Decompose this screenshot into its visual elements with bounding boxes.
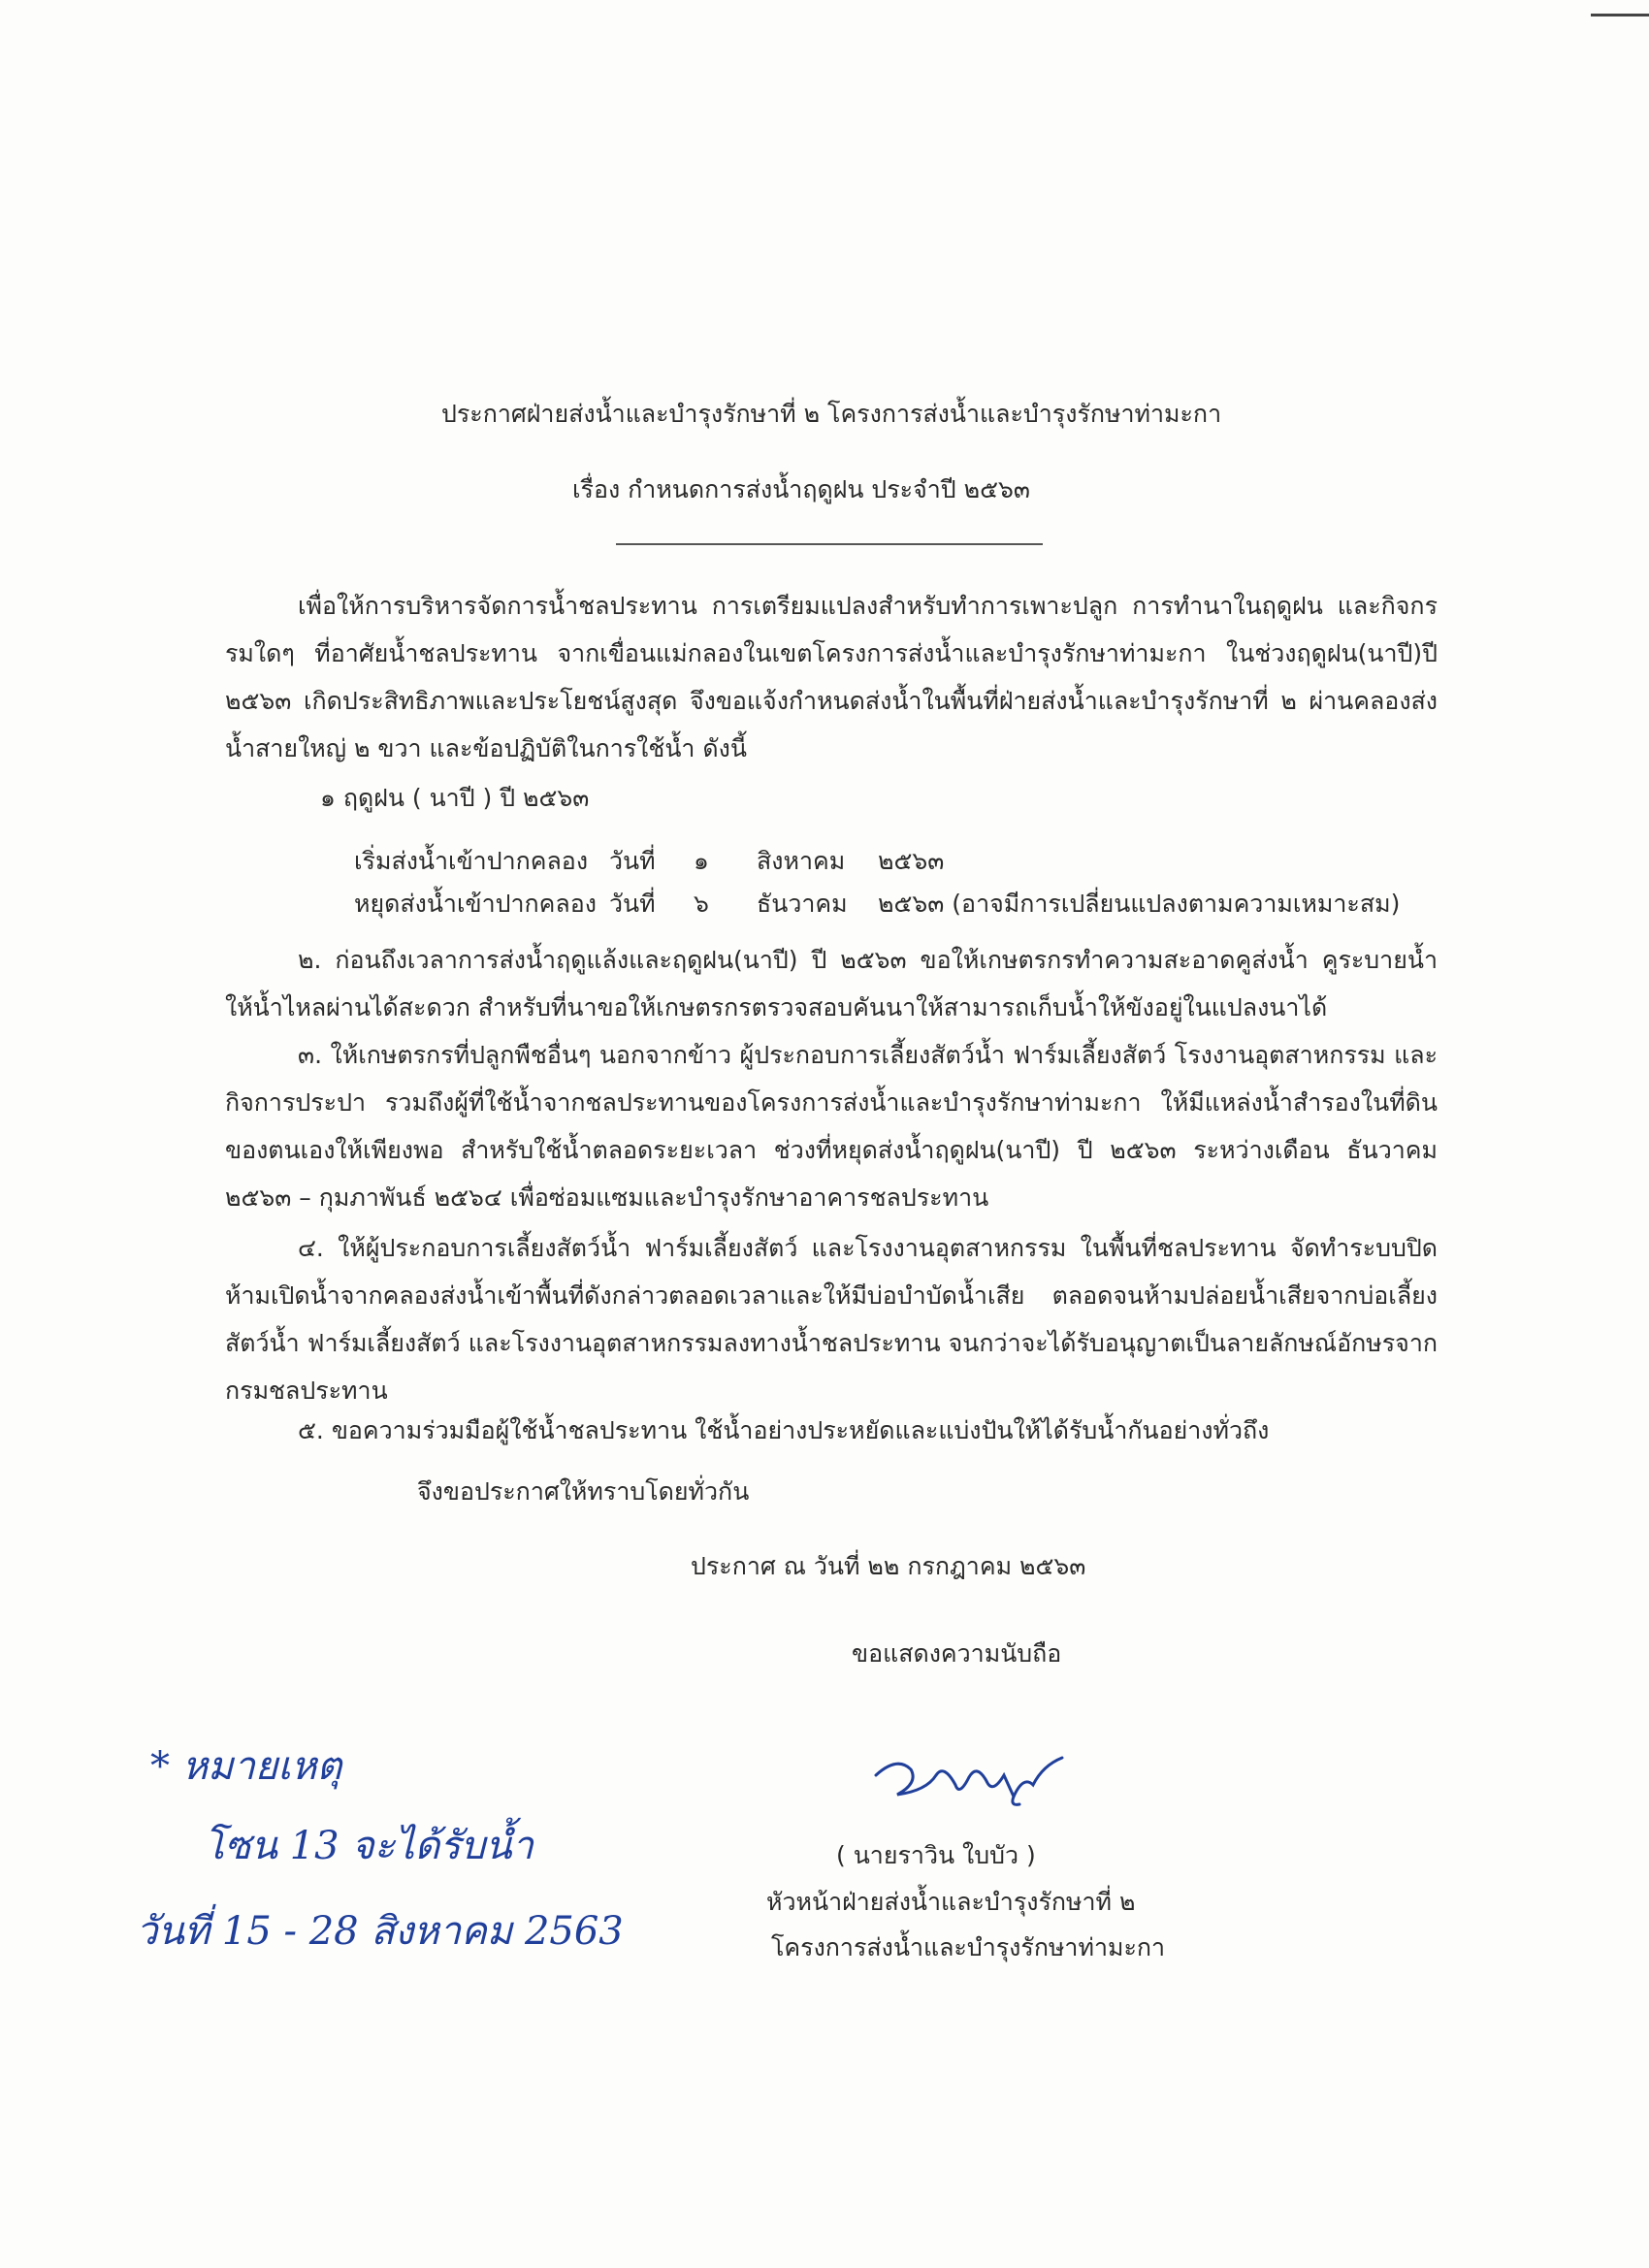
closing-statement: จึงขอประกาศให้ทราบโดยทั่วกัน [417, 1477, 750, 1506]
schedule-stop-day: ๖ [694, 890, 709, 918]
handwritten-note-title: * หมายเหตุ [150, 1744, 342, 1789]
intro-paragraph [225, 582, 1438, 772]
signer-position-1: หัวหน้าฝ่ายส่งน้ำและบำรุงรักษาที่ ๒ [766, 1888, 1136, 1916]
schedule-stop-year: ๒๕๖๓ (อาจมีการเปลี่ยนแปลงตามความเหมาะสม) [878, 890, 1401, 918]
signer-position-2: โครงการส่งน้ำและบำรุงรักษาท่ามะกา [771, 1933, 1166, 1961]
announcement-subject: เรื่อง กำหนดการส่งน้ำฤดูฝน ประจำปี ๒๕๖๓ [572, 475, 1030, 503]
handwritten-note-zone: โซน 13 จะได้รับน้ำ [204, 1824, 534, 1868]
schedule-start-day-label: วันที่ [609, 847, 656, 875]
schedule-stop-month: ธันวาคม [757, 890, 848, 918]
item2-paragraph [225, 936, 1438, 1031]
announcement-title: ประกาศฝ่ายส่งน้ำและบำรุงรักษาที่ ๒ โครงการส่งน้ำและบำรุงรักษาท่ามะกา [441, 400, 1222, 428]
item5-text: ๕. ขอความร่วมมือผู้ใช้น้ำชลประทาน ใช้น้ำอย่างประหยัดและแบ่งปันให้ได้รับน้ำกันอย่างทั่วถึง [298, 1416, 1270, 1444]
schedule-start-month: สิงหาคม [757, 847, 846, 875]
item1-title: ๑ ฤดูฝน ( นาปี ) ปี ๒๕๖๓ [320, 784, 590, 812]
item3-text: ๓. ให้เกษตรกรที่ปลูกพืชอื่นๆ นอกจากข้าว ผู้ประกอบการเลี้ยงสัตว์น้ำ ฟาร์มเลี้ยงสัตว์ โรงงานอุตสาหกรรม และกิจการประปา รวมถึงผู้ที่ใช้น้ำจากชลประทานของโครงการส่งน้ำและบำรุงรักษาท่ามะกา ให้มีแหล่งน้ำสำรองในที่ดินของตนเองให้เพียงพอ สำหรับใช้น้ำตลอดระยะเวลา ช่วงที่หยุดส่งน้ำฤดูฝน(นาปี) ปี ๒๕๖๓ ระหว่างเดือน ธันวาคม ๒๕๖๓ – กุมภาพันธ์ ๒๕๖๔ เพื่อซ่อมแซมและบำรุงรักษาอาคารชลประทาน [225, 1041, 1438, 1212]
item5-paragraph [225, 1407, 1438, 1454]
schedule-stop-label: หยุดส่งน้ำเข้าปากคลอง [354, 890, 597, 918]
title-underline [616, 543, 1043, 545]
handwritten-note-dates: วันที่ 15 - 28 สิงหาคม 2563 [136, 1909, 624, 1954]
regards-line: ขอแสดงความนับถือ [852, 1639, 1062, 1668]
announcement-date: ประกาศ ณ วันที่ ๒๒ กรกฎาคม ๒๕๖๓ [691, 1552, 1086, 1580]
schedule-start-year: ๒๕๖๓ [878, 847, 945, 875]
item4-text: ๔. ให้ผู้ประกอบการเลี้ยงสัตว์น้ำ ฟาร์มเลี้ยงสัตว์ และโรงงานอุตสาหกรรม ในพื้นที่ชลประทาน จัดทำระบบปิด ห้ามเปิดน้ำจากคลองส่งน้ำเข้าพื้นที่ดังกล่าวตลอดเวลาและให้มีบ่อบำบัดน้ำเสีย ตลอดจนห้ามปล่อยน้ำเสียจากบ่อเลี้ยงสัตว์น้ำ ฟาร์มเลี้ยงสัตว์ และโรงงานอุตสาหกรรมลงทางน้ำชลประทาน จนกว่าจะได้รับอนุญาตเป็นลายลักษณ์อักษรจากกรมชลประทาน [225, 1234, 1438, 1405]
scan-edge-mark [1591, 14, 1649, 16]
schedule-stop-day-label: วันที่ [609, 890, 656, 918]
item3-paragraph [225, 1031, 1438, 1221]
intro-text: เพื่อให้การบริหารจัดการน้ำชลประทาน การเตรียมแปลงสำหรับทำการเพาะปลูก การทำนาในฤดูฝน และกิจกรรมใดๆ ที่อาศัยน้ำชลประทาน จากเขื่อนแม่กลองในเขตโครงการส่งน้ำและบำรุงรักษาท่ามะกา ในช่วงฤดูฝน(นาปี)ปี ๒๕๖๓ เกิดประสิทธิภาพและประโยชน์สูงสุด จึงขอแจ้งกำหนดส่งน้ำในพื้นที่ฝ่ายส่งน้ำและบำรุงรักษาที่ ๒ ผ่านคลองส่งน้ำสายใหญ่ ๒ ขวา และข้อปฏิบัติในการใช้น้ำ ดังนี้ [225, 592, 1438, 762]
schedule-start-day: ๑ [694, 847, 709, 875]
signature-image [868, 1736, 1072, 1824]
item4-paragraph [225, 1224, 1438, 1414]
item2-text: ๒. ก่อนถึงเวลาการส่งน้ำฤดูแล้งและฤดูฝน(นาปี) ปี ๒๕๖๓ ขอให้เกษตรกรทำความสะอาดคูส่งน้ำ คูระบายน้ำ ให้น้ำไหลผ่านได้สะดวก สำหรับที่นาขอให้เกษตรกรตรวจสอบคันนาให้สามารถเก็บน้ำให้ขังอยู่ในแปลงนาได้ [225, 946, 1438, 1021]
schedule-start-label: เริ่มส่งน้ำเข้าปากคลอง [354, 847, 589, 875]
signer-name: ( นายราวิน ใบบัว ) [836, 1841, 1036, 1869]
